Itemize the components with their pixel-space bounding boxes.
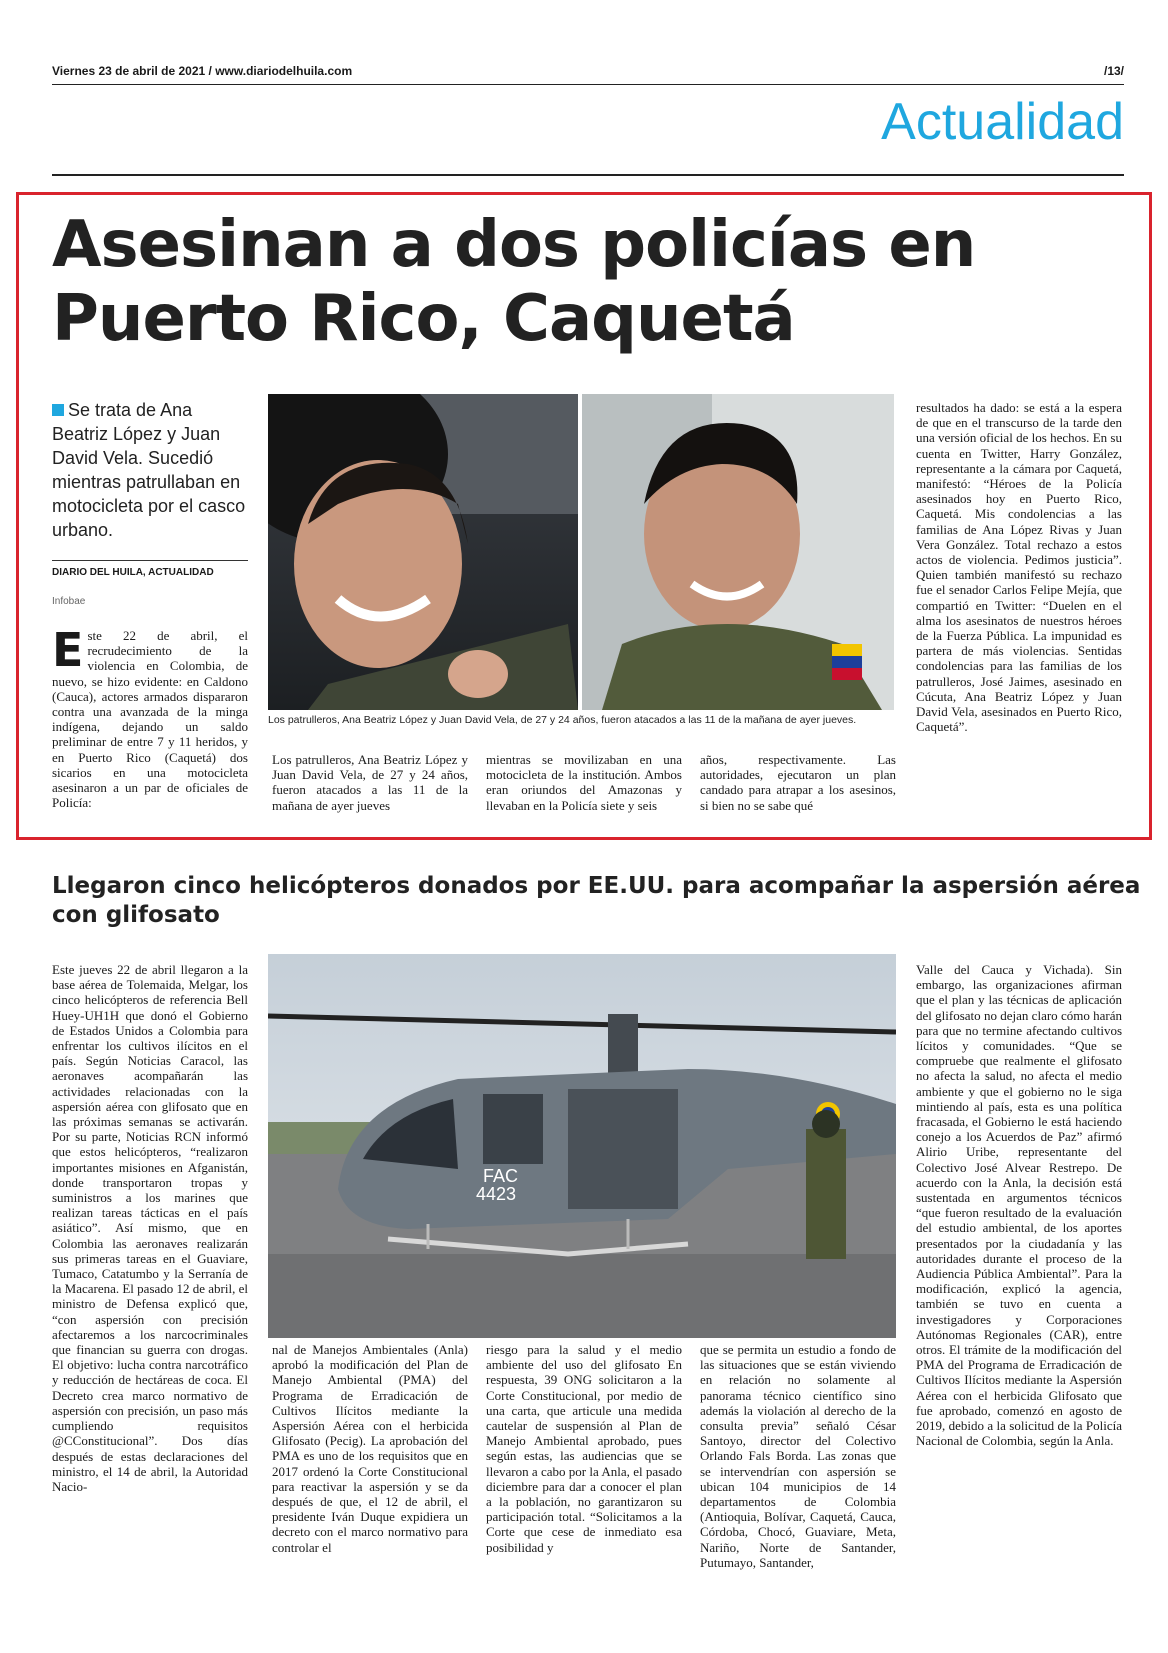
article1-source: Infobae — [52, 596, 86, 607]
article1-headline: Asesinan a dos policías en Puerto Rico, Caquetá — [52, 208, 976, 356]
bullet-square-icon — [52, 404, 64, 416]
article1-author: DIARIO DEL HUILA, ACTUALIDAD — [52, 567, 214, 578]
photo-juan-david-vela — [582, 394, 894, 710]
section-rule — [52, 174, 1124, 176]
article1-column-5: resultados ha dado: se está a la espera de que en el transcurso de la tarde den una versión oficial de los hechos. En su cuenta en Twitter, Harry González, representante a la cámara por Caquetá, manifestó: “Héroes de la Policía asesinados hoy en Puerto Rico, Caquetá. Mis condolencias a las familias de Ana López Rivas y Juan Vera González. Total rechazo a estos actos de violencia. Pedimos justicia”. Quien también manifestó su rechazo fue el senador Carlos Felipe Mejía, que compartió en Twitter: “Duelen en el alma los asesinatos de nuestros héroes de la Fuerza Pública. La impunidad es partera de más violencias. Sentidas condolencias para las familias de los patrulleros, José Jaimes, asesinado en Cúcuta, Ana Beatriz López y Juan David Vela, asesinados en Puerto Rico, Caquetá”. — [916, 400, 1122, 735]
article2-column-1: Este jueves 22 de abril llegaron a la base aérea de Tolemaida, Melgar, los cinco helicópteros de referencia Bell Huey-UH1H que donó el Gobierno de Estados Unidos a Colombia para enfrentar los cultivos ilícitos en el país. Según Noticias Caracol, las aeronaves acompañarán las actividades relacionadas con la aspersión aérea con glifosato que en las próximas semanas se activarán. Por su parte, Noticias RCN informó que estos helicópteros, “realizaron importantes misiones en Afganistán, donde transportaron tropas y suministros a los marines que realizan tareas tácticas en el país asiático”. Así mismo, que en Colombia las aeronaves realizarán sus primeras tareas en el Guaviare, Tumaco, Catatumbo y la Serranía de la Macarena. El pasado 12 de abril, el ministro de Defensa explicó que, “con aspersión con precisión afectaremos a los narcocriminales que financian su guerra con drogas. El objetivo: lucha contra narcotráfico y reducción de hectáreas de coca. El Decreto crea marco normativo de aspersión con precisión, un paso más cumpliendo requisitos @CConstitucional”. Dos días después de estas declaraciones del ministro, el 14 de abril, la Autoridad Nacio- — [52, 962, 248, 1494]
heli-marking-fac: FAC — [483, 1166, 519, 1186]
article1-column-4: años, respectivamente. Las autoridades, ejecutaron un plan candado para atrapar a los asesinos, si bien no se sabe qué — [700, 752, 896, 813]
article1-column-1: Este 22 de abril, el recrudecimiento de la violencia en Colombia, de nuevo, se hizo evidente: en Caldono (Cauca), actores armados dispararon contra una avanzada de la minga indígena, dejando un saldo preliminar de entre 7 y 11 heridos, y en Puerto Rico (Caquetá) dos sicarios en una motocicleta asesinaron a un par de oficiales de Policía: — [52, 628, 248, 811]
photo-ana-beatriz-lopez — [268, 394, 578, 710]
article2-column-4: que se permita un estudio a fondo de las situaciones que se están viviendo en relación no solamente al panorama técnico científico sino además la violación al derecho de la consulta previa” señaló César Santoyo, director del Colectivo Orlando Fals Borda. Las zonas que se intervendrían con aspersión se ubican 104 municipios de 14 departamentos de Colombia (Antioquia, Bolívar, Caquetá, Cauca, Córdoba, Chocó, Guaviare, Meta, Nariño, Norte de Santander, Putumayo, Santander, — [700, 1342, 896, 1570]
article1-deck: Se trata de Ana Beatriz López y Juan David Vela. Sucedió mientras patrullaban en motocicleta por el casco urbano. — [52, 400, 246, 540]
header-rule — [52, 84, 1124, 85]
article1-column-3: mientras se movilizaban en una motocicleta de la institución. Ambos eran oriundos del Amazonas y llevaban en la Policía siete y seis — [486, 752, 682, 813]
article2-column-3: riesgo para la salud y el medio ambiente del uso del glifosato En respuesta, 39 ONG solicitaron a la Corte Constitucional, por medio de una carta, que articule una medida cautelar de suspensión al Plan de Manejo Ambiental aprobado, pues según estas, las audiencias que se llevaron a cabo por la Anla, el pasado diciembre para dar a conocer el plan a la población, no garantizaron su participación total. “Solicitamos a la Corte que cese de inmediato esa posibilidad y — [486, 1342, 682, 1555]
drop-cap: E — [52, 628, 84, 677]
page-header — [52, 64, 1124, 78]
heli-marking-number: 4423 — [476, 1184, 517, 1204]
article2-headline: Llegaron cinco helicópteros donados por EE.UU. para acompañar la aspersión aérea con glifosato — [52, 873, 1141, 928]
article2-column-5: Valle del Cauca y Vichada). Sin embargo, las organizaciones afirman que el plan y las técnicas de aplicación del glifosato no dejan claro cómo harán para que no termine afectando cultivos lícitos y comunidades. “Que se compruebe que realmente el glifosato no afecta la salud, no afecta el medio ambiente y que el gobierno no le siga mintiendo al país, esta es una política fracasada, el Gobierno le está haciendo conejo a los Acuerdos de Paz” afirmó Alirio Uribe, representante del Colectivo José Alvear Restrepo. De acuerdo con la Anla, la decisión está sustentada en argumentos técnicos “que fueron resultado de la evaluación del estudio ambiental, de los aportes presentados por la ciudadanía y las autoridades durante el proceso de la Audiencia Pública Ambiental”. Para la modificación, explicó la agencia, también se tuvo en cuenta a investigadores y Corporaciones Autónomas Regionales (CAR), entre otros. El trámite de la modificación del PMA del Programa de Erradicación de Cultivos Ilícitos mediante la Aspersión Aérea con el herbicida Glifosato que fue aprobado, comenzó en agosto de 2019, debido a la solicitud de la Policía Nacional de Colombia, según la Anla. — [916, 962, 1122, 1449]
section-title: Actualidad — [881, 93, 1124, 151]
article1-photo-caption: Los patrulleros, Ana Beatriz López y Juan David Vela, de 27 y 24 años, fueron atacados a las 11 de la mañana de ayer jueves. — [268, 714, 857, 726]
deck-rule — [52, 560, 248, 561]
date-site: Viernes 23 de abril de 2021 / www.diariodelhuila.com — [52, 64, 353, 78]
article1-column-2: Los patrulleros, Ana Beatriz López y Juan David Vela, de 27 y 24 años, fueron atacados a las 11 de la mañana de ayer jueves — [272, 752, 468, 813]
page-number: /13/ — [1103, 64, 1124, 78]
photo-helicopter — [268, 954, 896, 1338]
article2-column-2: nal de Manejos Ambientales (Anla) aprobó la modificación del Plan de Manejo Ambiental (PMA) del Programa de Erradicación de Cultivos Ilícitos mediante la Aspersión Aérea con el herbicida Glifosato (Pecig). La aprobación del PMA es uno de los requisitos que en 2017 ordenó la Corte Constitucional para reactivar la aspersión y se da después de que, el 12 de abril, el presidente Iván Duque expidiera un decreto con el marco normativo para controlar el — [272, 1342, 468, 1555]
